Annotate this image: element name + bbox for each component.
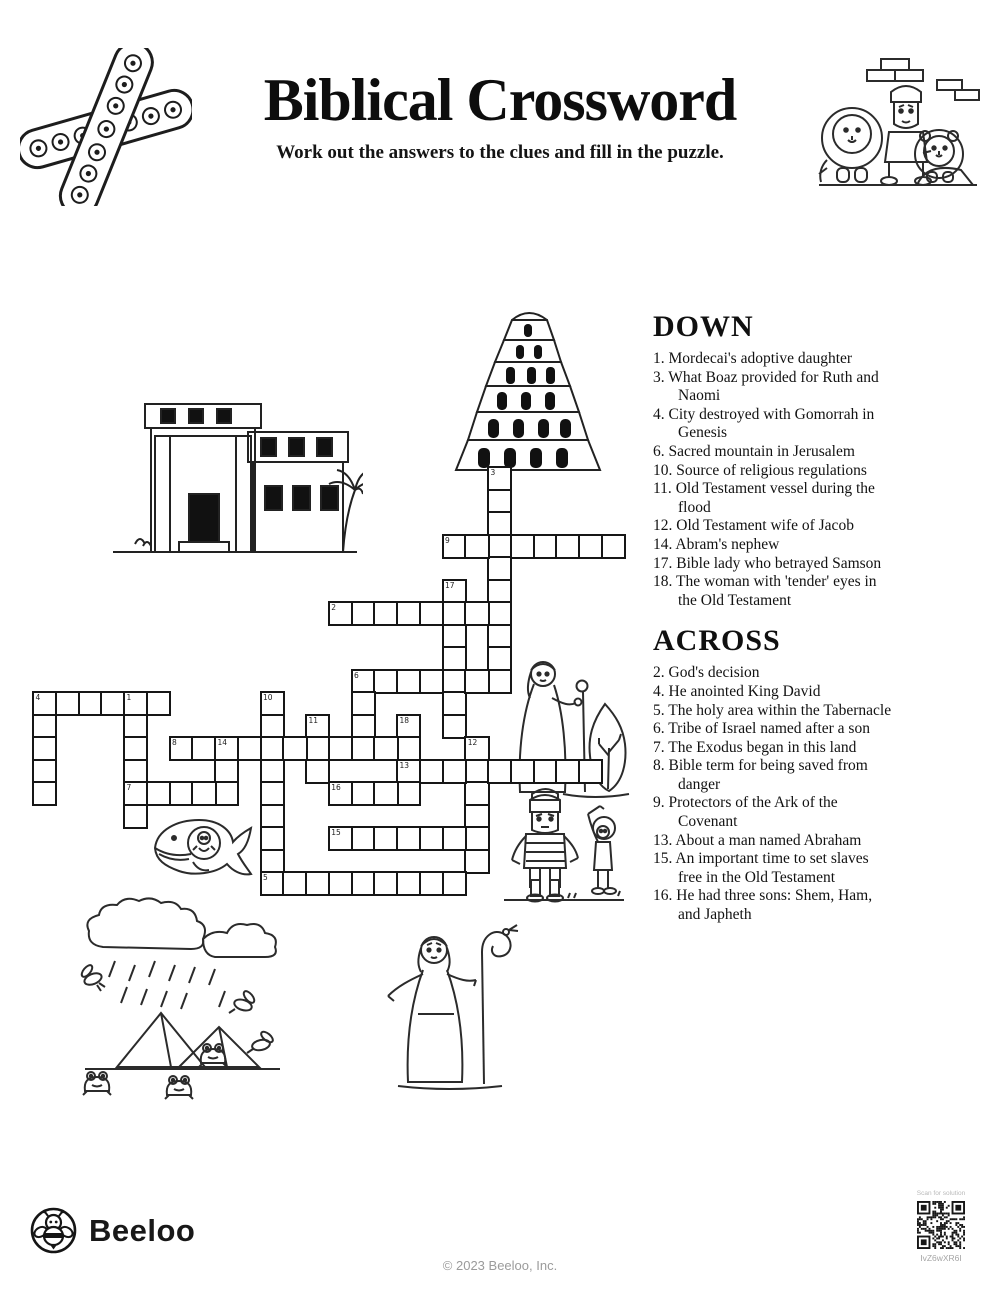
grid-cell[interactable] <box>123 714 148 739</box>
moses-burning-bush-illustration <box>505 650 631 808</box>
cell-number: 12 <box>467 738 478 747</box>
clue-number: 15. <box>653 850 676 868</box>
grid-cell[interactable] <box>533 759 558 784</box>
clue-number: 2. <box>653 664 669 682</box>
cell-number: 11 <box>308 715 319 725</box>
grid-cell[interactable] <box>260 736 285 761</box>
grid-cell[interactable] <box>78 691 103 716</box>
grid-cell[interactable] <box>123 804 148 829</box>
grid-cell[interactable] <box>487 579 512 604</box>
grid-cell[interactable] <box>260 759 285 784</box>
down-clues-list <box>653 350 895 610</box>
grid-cell[interactable] <box>396 736 421 761</box>
clue-item: 17. Bible lady who betrayed Samson <box>653 554 882 572</box>
clue-number: 18. <box>653 573 676 591</box>
grid-cell[interactable] <box>351 714 376 739</box>
grid-cell[interactable] <box>487 534 512 559</box>
grid-cell[interactable] <box>373 601 398 626</box>
grid-cell[interactable] <box>487 556 512 581</box>
grid-cell[interactable] <box>260 691 285 716</box>
grid-cell[interactable] <box>282 871 307 896</box>
qr-code <box>917 1201 965 1249</box>
goliath-david-illustration <box>498 786 630 904</box>
grid-cell[interactable] <box>487 669 512 694</box>
grid-cell[interactable] <box>373 781 398 806</box>
cell-number: 17 <box>445 580 455 590</box>
grid-cell[interactable] <box>282 736 307 761</box>
grid-cell[interactable] <box>487 511 512 536</box>
grid-cell[interactable] <box>464 781 489 806</box>
clue-number: 12. <box>653 517 677 535</box>
grid-cell[interactable] <box>396 714 421 739</box>
cell-number: 8 <box>172 738 177 747</box>
grid-cell[interactable] <box>351 691 376 716</box>
clue-number: 3. <box>653 368 669 386</box>
moses-snake-staff-illustration <box>372 918 527 1096</box>
grid-cell[interactable] <box>123 691 148 716</box>
grid-cell[interactable] <box>305 736 330 761</box>
grid-cell[interactable] <box>146 691 171 716</box>
clues-panel <box>653 310 895 925</box>
grid-cell[interactable] <box>487 489 512 514</box>
temple-illustration <box>105 374 363 560</box>
grid-cell[interactable] <box>442 534 467 559</box>
bee-logo-icon <box>30 1207 77 1254</box>
grid-cell[interactable] <box>442 646 467 671</box>
page-title: Biblical Crossword <box>263 67 737 133</box>
grid-cell[interactable] <box>373 736 398 761</box>
clue-number: 13. <box>653 831 676 849</box>
clue-item: 4. He anointed King David <box>653 682 821 700</box>
grid-cell[interactable] <box>260 871 285 896</box>
grid-cell[interactable] <box>328 736 353 761</box>
grid-cell[interactable] <box>260 781 285 806</box>
clue-item: 8. Bible term for being saved from danger <box>653 757 868 793</box>
grid-cell[interactable] <box>396 826 421 851</box>
grid-cell[interactable] <box>351 781 376 806</box>
clue-item: 5. The holy area within the Tabernacle <box>653 701 892 719</box>
grid-cell[interactable] <box>419 601 444 626</box>
grid-cell[interactable] <box>442 826 467 851</box>
grid-cell[interactable] <box>191 736 216 761</box>
grid-cell[interactable] <box>396 871 421 896</box>
grid-cell[interactable] <box>442 624 467 649</box>
grid-cell[interactable] <box>442 669 467 694</box>
clue-number: 17. <box>653 554 677 572</box>
brand-footer <box>30 1207 195 1254</box>
grid-cell[interactable] <box>260 714 285 739</box>
grid-cell[interactable] <box>123 759 148 784</box>
grid-cell[interactable] <box>396 759 421 784</box>
grid-cell[interactable] <box>464 826 489 851</box>
grid-cell[interactable] <box>328 826 353 851</box>
grid-cell[interactable] <box>464 849 489 874</box>
cell-number: 6 <box>354 670 359 680</box>
page-subtitle: Work out the answers to the clues and fill in the puzzle. <box>276 142 724 163</box>
clue-number: 14. <box>653 535 676 553</box>
grid-cell[interactable] <box>260 804 285 829</box>
cell-number: 13 <box>399 760 410 770</box>
grid-cell[interactable] <box>32 759 57 784</box>
grid-cell[interactable] <box>487 759 512 784</box>
clue-number: 11. <box>653 480 676 498</box>
cell-number: 1 <box>126 693 132 702</box>
clue-number: 1. <box>653 350 669 367</box>
grid-cell[interactable] <box>123 736 148 761</box>
grid-cell[interactable] <box>373 669 398 694</box>
cell-number: 2 <box>331 603 337 612</box>
grid-cell[interactable] <box>487 646 512 671</box>
cell-number: 15 <box>331 828 341 837</box>
clue-number: 4. <box>653 682 669 700</box>
down-heading: DOWN <box>653 310 754 343</box>
grid-cell[interactable] <box>464 759 489 784</box>
cell-number: 5 <box>263 873 268 882</box>
grid-cell[interactable] <box>419 871 444 896</box>
daniel-lions-illustration <box>815 58 981 188</box>
plagues-illustration <box>75 895 290 1100</box>
clue-item: 14. Abram's nephew <box>653 535 780 553</box>
grid-cell[interactable] <box>442 759 467 784</box>
grid-cell[interactable] <box>419 826 444 851</box>
jonah-whale-illustration <box>147 810 255 890</box>
grid-cell[interactable] <box>351 826 376 851</box>
clue-item: 9. Protectors of the Ark of the Covenant <box>653 794 838 831</box>
grid-cell[interactable] <box>442 691 467 716</box>
clue-item: 11. Old Testament vessel during the flood <box>653 480 875 516</box>
grid-cell[interactable] <box>32 781 57 806</box>
grid-cell[interactable] <box>351 871 376 896</box>
grid-cell[interactable] <box>464 534 489 559</box>
qr-block <box>903 1190 979 1263</box>
cell-number: 9 <box>445 535 450 545</box>
grid-cell[interactable] <box>510 534 535 559</box>
cell-number: 3 <box>490 468 496 477</box>
grid-cell[interactable] <box>555 534 580 559</box>
grid-cell[interactable] <box>169 781 194 806</box>
grid-cell[interactable] <box>328 781 353 806</box>
clue-number: 9. <box>653 794 669 812</box>
grid-cell[interactable] <box>601 534 626 559</box>
copyright-text: © 2023 Beeloo, Inc. <box>442 1258 558 1273</box>
across-clues-list <box>653 664 895 924</box>
grid-cell[interactable] <box>442 579 467 604</box>
clue-number: 6. <box>653 442 669 460</box>
grid-cell[interactable] <box>419 669 444 694</box>
grid-cell[interactable] <box>578 759 603 784</box>
clue-number: 10. <box>653 461 677 479</box>
grid-cell[interactable] <box>464 669 489 694</box>
grid-cell[interactable] <box>305 871 330 896</box>
grid-cell[interactable] <box>100 691 125 716</box>
grid-cell[interactable] <box>328 871 353 896</box>
grid-cell[interactable] <box>396 601 421 626</box>
clue-item: 12. Old Testament wife of Jacob <box>653 517 854 535</box>
grid-cell[interactable] <box>237 736 262 761</box>
clue-item: 10. Source of religious regulations <box>653 461 867 479</box>
grid-cell[interactable] <box>419 759 444 784</box>
clue-item: 15. An important time to set slaves free in the Old Testament <box>653 850 869 886</box>
grid-cell[interactable] <box>396 669 421 694</box>
clue-number: 16. <box>653 887 677 905</box>
clue-item: 18. The woman with 'tender' eyes in the Old Testament <box>653 573 877 609</box>
grid-cell[interactable] <box>487 624 512 649</box>
grid-cell[interactable] <box>555 759 580 784</box>
clue-item: 2. God's decision <box>653 664 760 682</box>
brand-name: Beeloo <box>89 1212 196 1248</box>
cell-number: 7 <box>126 783 132 792</box>
grid-cell[interactable] <box>305 759 330 784</box>
grid-cell[interactable] <box>32 691 57 716</box>
across-heading: ACROSS <box>653 624 781 658</box>
grid-cell[interactable] <box>396 781 421 806</box>
grid-cell[interactable] <box>351 669 376 694</box>
cell-number: 16 <box>331 783 341 792</box>
cell-number: 18 <box>399 715 410 725</box>
grid-cell[interactable] <box>442 601 467 626</box>
grid-cell[interactable] <box>55 691 80 716</box>
cell-number: 4 <box>35 693 41 702</box>
grid-cell[interactable] <box>487 466 512 491</box>
grid-cell[interactable] <box>260 849 285 874</box>
grid-cell[interactable] <box>328 601 353 626</box>
grid-cell[interactable] <box>214 736 239 761</box>
clue-number: 4. <box>653 405 669 423</box>
clue-number: 6. <box>653 720 669 738</box>
grid-cell[interactable] <box>442 871 467 896</box>
grid-cell[interactable] <box>191 781 216 806</box>
tower-of-babel-illustration <box>448 302 606 472</box>
qr-id-text: IvZ6wXR6I <box>920 1253 962 1263</box>
grid-cell[interactable] <box>442 714 467 739</box>
cross-illustration <box>20 48 192 206</box>
clue-item: 4. City destroyed with Gomorrah in Genesis <box>653 405 875 442</box>
clue-item: 1. Mordecai's adoptive daughter <box>653 350 853 367</box>
grid-cell[interactable] <box>169 736 194 761</box>
grid-cell[interactable] <box>32 736 57 761</box>
grid-cell[interactable] <box>260 826 285 851</box>
clue-item: 3. What Boaz provided for Ruth and Naomi <box>653 368 879 405</box>
clue-number: 7. <box>653 738 669 756</box>
cell-number: 14 <box>217 738 228 747</box>
clue-item: 7. The Exodus began in this land <box>653 738 857 756</box>
grid-cell[interactable] <box>214 759 239 784</box>
clue-item: 16. He had three sons: Shem, Ham, and Japheth <box>653 887 873 924</box>
grid-cell[interactable] <box>510 759 535 784</box>
clue-number: 5. <box>653 701 669 719</box>
grid-cell[interactable] <box>146 781 171 806</box>
grid-cell[interactable] <box>32 714 57 739</box>
cell-number: 10 <box>263 693 273 702</box>
grid-cell[interactable] <box>351 736 376 761</box>
grid-cell[interactable] <box>464 601 489 626</box>
clue-item: 6. Tribe of Israel named after a son <box>653 720 870 738</box>
grid-cell[interactable] <box>214 781 239 806</box>
grid-cell[interactable] <box>373 826 398 851</box>
clue-item: 6. Sacred mountain in Jerusalem <box>653 442 855 460</box>
grid-cell[interactable] <box>305 714 330 739</box>
grid-cell[interactable] <box>464 736 489 761</box>
grid-cell[interactable] <box>487 601 512 626</box>
clue-number: 8. <box>653 757 669 775</box>
qr-caption: Scan for solution <box>916 1190 966 1197</box>
clue-item: 13. About a man named Abraham <box>653 831 862 849</box>
grid-cell[interactable] <box>351 601 376 626</box>
grid-cell[interactable] <box>123 781 148 806</box>
grid-cell[interactable] <box>533 534 558 559</box>
grid-cell[interactable] <box>464 804 489 829</box>
grid-cell[interactable] <box>578 534 603 559</box>
grid-cell[interactable] <box>373 871 398 896</box>
